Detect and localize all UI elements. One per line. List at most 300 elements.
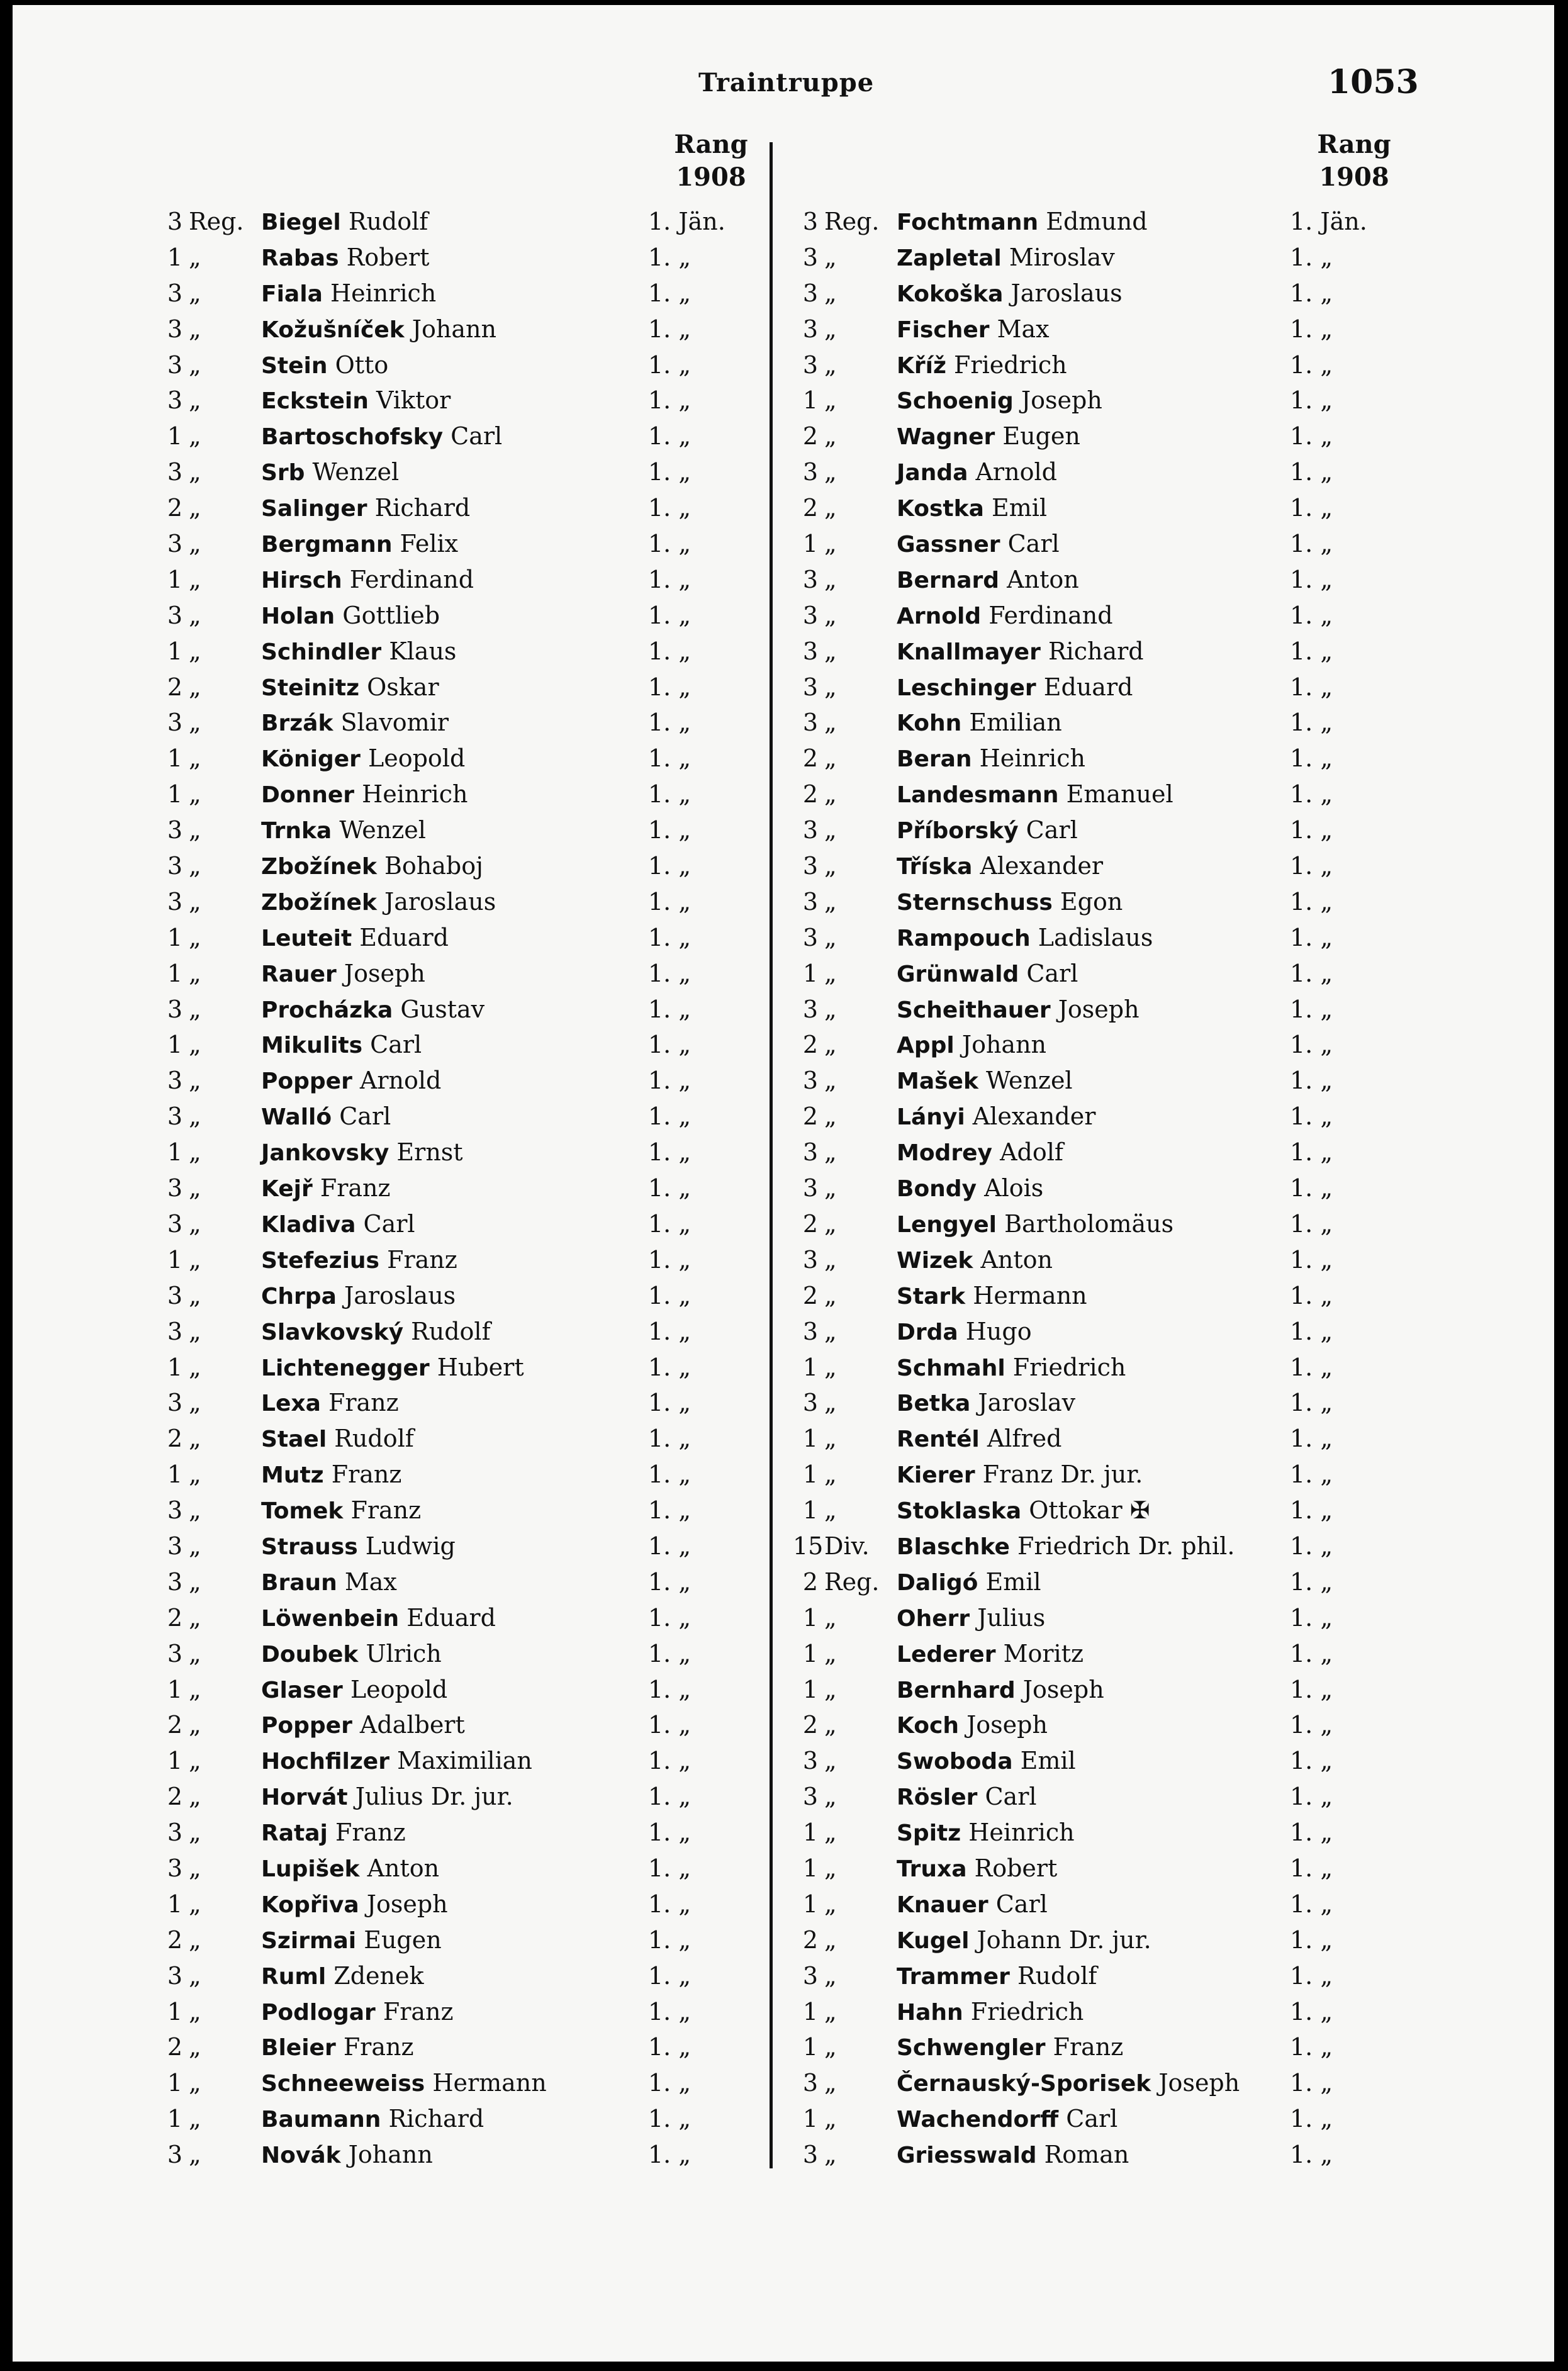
rank-date: 1. „ bbox=[1290, 1389, 1333, 1417]
unit-label: „ bbox=[189, 350, 201, 379]
rank-date: 1. „ bbox=[648, 565, 692, 593]
regiment-number: 3 bbox=[167, 1281, 182, 1309]
left-list-item bbox=[157, 1707, 893, 1743]
person-name bbox=[897, 848, 1103, 885]
right-list-item bbox=[793, 1779, 1529, 1815]
regiment-number: 2 bbox=[802, 1281, 818, 1309]
unit-label: „ bbox=[189, 1819, 201, 1847]
unit-label: „ bbox=[824, 887, 837, 916]
regiment-number: 1 bbox=[802, 1425, 818, 1453]
given-name: Anton bbox=[367, 1854, 440, 1882]
regiment-number: 3 bbox=[167, 530, 182, 558]
unit-label: „ bbox=[824, 1854, 837, 1882]
rank-date: 1. „ bbox=[1290, 995, 1333, 1023]
surname: Kostka bbox=[897, 496, 984, 522]
unit-label: Reg. bbox=[824, 208, 880, 235]
regiment-number: 2 bbox=[802, 780, 818, 809]
given-name: Eugen bbox=[364, 1925, 442, 1954]
rank-date: 1. „ bbox=[1290, 887, 1333, 916]
given-name: Franz bbox=[331, 1460, 402, 1489]
regiment-number: 3 bbox=[167, 279, 182, 307]
regiment-number: 3 bbox=[802, 1783, 818, 1811]
rank-date: 1. „ bbox=[648, 422, 692, 451]
left-list-item bbox=[157, 1206, 893, 1242]
surname: Zbožínek bbox=[261, 854, 377, 880]
unit-label: „ bbox=[189, 1925, 201, 1954]
unit-label: „ bbox=[189, 601, 201, 629]
rank-date: 1. „ bbox=[1290, 458, 1333, 486]
person-name bbox=[897, 1099, 1095, 1136]
rank-date: 1. „ bbox=[1290, 422, 1333, 451]
unit-label: „ bbox=[189, 1783, 201, 1811]
right-list-item bbox=[793, 1457, 1529, 1493]
given-name: Eduard bbox=[359, 923, 449, 951]
given-name: Alfred bbox=[987, 1425, 1062, 1453]
right-list-item bbox=[793, 1886, 1529, 1922]
right-list-item bbox=[793, 1958, 1529, 1994]
regiment-number: 1 bbox=[167, 1031, 182, 1059]
given-name: Ladislaus bbox=[1038, 923, 1153, 951]
rank-date: 1. „ bbox=[648, 2033, 692, 2061]
rank-date: 1. „ bbox=[648, 1567, 692, 1596]
surname: Schoenig bbox=[897, 388, 1014, 415]
given-name: Johann bbox=[961, 1031, 1047, 1059]
unit-label: „ bbox=[824, 1747, 837, 1775]
rank-date: 1. „ bbox=[1290, 565, 1333, 593]
unit-label: „ bbox=[189, 1317, 201, 1345]
surname: Modrey bbox=[897, 1140, 992, 1167]
right-list-item bbox=[793, 311, 1529, 347]
regiment-number: 3 bbox=[167, 1532, 182, 1560]
regiment-number: 3 bbox=[802, 565, 818, 593]
unit-label: Reg. bbox=[824, 1567, 880, 1596]
regiment-number: 3 bbox=[802, 1138, 818, 1167]
unit-label: Div. bbox=[824, 1532, 870, 1560]
regiment-number: 3 bbox=[167, 601, 182, 629]
left-list-item bbox=[157, 1564, 893, 1600]
regiment-number: 3 bbox=[802, 1747, 818, 1775]
given-name: Eduard bbox=[1043, 673, 1133, 701]
right-list-item bbox=[793, 776, 1529, 812]
person-name bbox=[897, 992, 1140, 1029]
person-name bbox=[261, 347, 388, 384]
rank-date: 1. „ bbox=[648, 1711, 692, 1739]
unit-label: „ bbox=[189, 1854, 201, 1882]
given-name: Maximilian bbox=[397, 1747, 532, 1775]
rank-date: 1. „ bbox=[1290, 1353, 1333, 1381]
regiment-number: 3 bbox=[802, 923, 818, 951]
given-name: Eugen bbox=[1002, 422, 1080, 451]
right-list-item bbox=[793, 1206, 1529, 1242]
left-list-item bbox=[157, 670, 893, 705]
given-name: Bohaboj bbox=[384, 852, 483, 880]
unit-label: „ bbox=[824, 1138, 837, 1167]
unit-label: „ bbox=[189, 1460, 201, 1489]
given-name: Ludwig bbox=[365, 1532, 456, 1560]
rank-date: 1. „ bbox=[648, 959, 692, 987]
given-name: Emilian bbox=[969, 709, 1062, 737]
person-name bbox=[261, 1600, 496, 1637]
given-name: Slavomir bbox=[340, 709, 449, 737]
regiment-number: 3 bbox=[802, 1067, 818, 1095]
regiment-number: 2 bbox=[167, 1925, 182, 1954]
surname: Jankovsky bbox=[261, 1140, 389, 1167]
regiment-number: 1 bbox=[167, 780, 182, 809]
left-list-item bbox=[157, 956, 893, 992]
unit-label: „ bbox=[189, 995, 201, 1023]
unit-label: „ bbox=[824, 1425, 837, 1453]
surname: Hahn bbox=[897, 1999, 963, 2026]
given-name: Zdenek bbox=[333, 1961, 424, 1990]
rank-date: 1. „ bbox=[1290, 530, 1333, 558]
regiment-number: 1 bbox=[167, 637, 182, 665]
rank-date: 1. „ bbox=[1290, 816, 1333, 844]
surname: Leuteit bbox=[261, 925, 352, 951]
regiment-number: 2 bbox=[167, 673, 182, 701]
regiment-number: 2 bbox=[802, 1711, 818, 1739]
person-name bbox=[261, 1564, 397, 1601]
left-list-item bbox=[157, 562, 893, 598]
right-list-item bbox=[793, 1421, 1529, 1457]
given-name: Jaroslaus bbox=[344, 1281, 456, 1309]
person-name bbox=[897, 2029, 1123, 2066]
unit-label: „ bbox=[824, 2033, 837, 2061]
left-list-item bbox=[157, 1958, 893, 1994]
person-name bbox=[261, 670, 439, 707]
left-list-item bbox=[157, 920, 893, 956]
given-name: Franz bbox=[335, 1819, 406, 1847]
surname: Königer bbox=[261, 746, 361, 773]
rank-date: 1. „ bbox=[1290, 1031, 1333, 1059]
given-name: Franz bbox=[1053, 2033, 1124, 2061]
surname: Ruml bbox=[261, 1963, 327, 1990]
person-name bbox=[261, 1135, 463, 1172]
page-number: 1053 bbox=[1328, 63, 1419, 101]
rank-date: 1. „ bbox=[648, 1747, 692, 1775]
rank-date: 1. „ bbox=[1290, 673, 1333, 701]
unit-label: „ bbox=[189, 494, 201, 522]
right-list-item bbox=[793, 2029, 1529, 2065]
person-name bbox=[897, 1779, 1037, 1816]
unit-label: „ bbox=[189, 1425, 201, 1453]
rang-year-left: 1908 bbox=[676, 162, 746, 192]
given-name: Egon bbox=[1060, 887, 1123, 916]
given-name: Carl bbox=[339, 1102, 391, 1131]
surname: Lederer bbox=[897, 1641, 996, 1668]
person-name bbox=[261, 276, 436, 313]
given-name: Oskar bbox=[367, 673, 439, 701]
unit-label: „ bbox=[824, 1067, 837, 1095]
rank-date: 1. „ bbox=[648, 1031, 692, 1059]
left-list-item bbox=[157, 2065, 893, 2101]
rank-date: 1. „ bbox=[648, 852, 692, 880]
surname: Appl bbox=[897, 1033, 955, 1059]
given-name: Joseph bbox=[966, 1711, 1048, 1739]
left-list-item bbox=[157, 1886, 893, 1922]
given-name: Viktor bbox=[376, 386, 451, 415]
given-name: Wenzel bbox=[339, 816, 426, 844]
given-name: Friedrich bbox=[970, 1997, 1084, 2026]
person-name bbox=[897, 1958, 1097, 1995]
surname: Wachendorff bbox=[897, 2107, 1059, 2133]
person-name bbox=[261, 1278, 456, 1315]
person-name bbox=[261, 776, 468, 814]
person-name bbox=[897, 670, 1133, 707]
surname: Schmahl bbox=[897, 1355, 1005, 1381]
right-list-item bbox=[793, 454, 1529, 490]
left-list-item bbox=[157, 1063, 893, 1099]
given-name: Johann Dr. jur. bbox=[977, 1925, 1151, 1954]
rank-date: 1. „ bbox=[648, 1997, 692, 2026]
regiment-number: 1 bbox=[167, 1997, 182, 2026]
surname: Popper bbox=[261, 1068, 352, 1095]
person-name bbox=[261, 240, 429, 277]
right-list-item bbox=[793, 2137, 1529, 2173]
given-name: Rudolf bbox=[334, 1425, 414, 1453]
regiment-number: 3 bbox=[167, 1639, 182, 1668]
surname: Spitz bbox=[897, 1820, 961, 1847]
rank-date: 1. „ bbox=[1290, 1854, 1333, 1882]
surname: Mutz bbox=[261, 1462, 324, 1489]
rank-date: 1. „ bbox=[648, 386, 692, 415]
rank-date: 1. „ bbox=[648, 1067, 692, 1095]
rank-date: 1. „ bbox=[648, 1496, 692, 1525]
rank-date: 1. „ bbox=[1290, 315, 1333, 343]
surname: Daligó bbox=[897, 1569, 978, 1596]
unit-label: „ bbox=[824, 422, 837, 451]
left-list-item bbox=[157, 1421, 893, 1457]
right-list-item bbox=[793, 1278, 1529, 1314]
surname: Kokoška bbox=[897, 281, 1004, 307]
regiment-number: 1 bbox=[167, 959, 182, 987]
rank-date: 1. „ bbox=[1290, 1496, 1333, 1525]
surname: Schwengler bbox=[897, 2035, 1046, 2061]
left-column bbox=[157, 204, 893, 2173]
regiment-number: 3 bbox=[167, 995, 182, 1023]
rang-year-right: 1908 bbox=[1319, 162, 1389, 192]
rank-date: 1. „ bbox=[648, 1425, 692, 1453]
unit-label: „ bbox=[189, 565, 201, 593]
surname: Salinger bbox=[261, 496, 367, 522]
person-name bbox=[261, 741, 465, 778]
unit-label: „ bbox=[824, 852, 837, 880]
regiment-number: 1 bbox=[802, 959, 818, 987]
person-name bbox=[261, 2029, 414, 2066]
person-name bbox=[261, 1994, 454, 2031]
person-name bbox=[897, 2137, 1129, 2174]
surname: Braun bbox=[261, 1569, 337, 1596]
regiment-number: 3 bbox=[167, 1961, 182, 1990]
left-list-item bbox=[157, 1922, 893, 1958]
person-name bbox=[897, 1636, 1084, 1673]
given-name: Richard bbox=[1048, 637, 1144, 665]
right-list-item bbox=[793, 526, 1529, 562]
unit-label: „ bbox=[824, 279, 837, 307]
regiment-number: 1 bbox=[802, 530, 818, 558]
unit-label: „ bbox=[189, 315, 201, 343]
surname: Doubek bbox=[261, 1641, 359, 1668]
left-list-item bbox=[157, 526, 893, 562]
regiment-number: 1 bbox=[802, 1890, 818, 1918]
unit-label: „ bbox=[189, 673, 201, 701]
right-list-item bbox=[793, 1672, 1529, 1708]
unit-label: „ bbox=[189, 1281, 201, 1309]
regiment-number: 1 bbox=[802, 2105, 818, 2133]
given-name: Carl bbox=[1026, 816, 1078, 844]
regiment-number: 3 bbox=[802, 673, 818, 701]
unit-label: „ bbox=[189, 2141, 201, 2169]
rank-date: 1. „ bbox=[648, 494, 692, 522]
regiment-number: 1 bbox=[802, 1496, 818, 1525]
unit-label: „ bbox=[824, 2105, 837, 2133]
unit-label: „ bbox=[824, 1925, 837, 1954]
regiment-number: 3 bbox=[802, 279, 818, 307]
left-list-item bbox=[157, 1851, 893, 1886]
rank-date: 1. „ bbox=[648, 1389, 692, 1417]
rank-date: 1. „ bbox=[1290, 1925, 1333, 1954]
person-name bbox=[897, 920, 1153, 957]
regiment-number: 3 bbox=[802, 1174, 818, 1202]
surname: Rauer bbox=[261, 961, 337, 987]
rank-date: 1. „ bbox=[1290, 243, 1333, 271]
unit-label: „ bbox=[824, 1353, 837, 1381]
rank-date: 1. „ bbox=[648, 315, 692, 343]
given-name: Joseph bbox=[1022, 1675, 1104, 1703]
given-name: Johann bbox=[348, 2141, 433, 2169]
left-list-item bbox=[157, 276, 893, 311]
given-name: Emil bbox=[991, 494, 1048, 522]
person-name bbox=[261, 1851, 439, 1888]
rank-date: 1. „ bbox=[1290, 1317, 1333, 1345]
rank-date: 1. „ bbox=[648, 1353, 692, 1381]
surname: Rösler bbox=[897, 1785, 978, 1811]
unit-label: „ bbox=[824, 601, 837, 629]
regiment-number: 3 bbox=[167, 1102, 182, 1131]
given-name: Jaroslav bbox=[978, 1389, 1076, 1417]
left-list-item bbox=[157, 347, 893, 383]
person-name bbox=[261, 1170, 391, 1208]
person-name bbox=[897, 1600, 1045, 1637]
surname: Kugel bbox=[897, 1927, 970, 1954]
given-name: Joseph bbox=[1058, 995, 1140, 1023]
right-list-item bbox=[793, 1385, 1529, 1421]
unit-label: „ bbox=[824, 386, 837, 415]
rank-date: 1. „ bbox=[648, 673, 692, 701]
surname: Stefezius bbox=[261, 1247, 379, 1274]
right-list-item bbox=[793, 2065, 1529, 2101]
right-column bbox=[793, 204, 1529, 2173]
left-list-item bbox=[157, 1099, 893, 1135]
left-list-item bbox=[157, 1493, 893, 1528]
surname: Stoklaska bbox=[897, 1498, 1022, 1525]
regiment-number: 1 bbox=[802, 1997, 818, 2026]
right-list-item bbox=[793, 1493, 1529, 1528]
person-name bbox=[261, 705, 449, 742]
unit-label: „ bbox=[189, 1174, 201, 1202]
given-name: Moritz bbox=[1003, 1639, 1084, 1668]
regiment-number: 1 bbox=[802, 1353, 818, 1381]
person-name bbox=[897, 1314, 1032, 1351]
regiment-number: 2 bbox=[167, 494, 182, 522]
person-name bbox=[261, 1886, 448, 1924]
person-name bbox=[261, 418, 502, 456]
surname: Fischer bbox=[897, 317, 990, 343]
person-name bbox=[897, 1707, 1048, 1744]
regiment-number: 1 bbox=[167, 1747, 182, 1775]
surname: Bergmann bbox=[261, 532, 393, 558]
right-list-item bbox=[793, 598, 1529, 634]
right-list-item bbox=[793, 1922, 1529, 1958]
regiment-number: 3 bbox=[167, 350, 182, 379]
unit-label: „ bbox=[189, 1711, 201, 1739]
person-name bbox=[897, 1278, 1087, 1315]
regiment-number: 3 bbox=[802, 458, 818, 486]
regiment-number: 3 bbox=[167, 1174, 182, 1202]
person-name bbox=[897, 1493, 1150, 1530]
person-name bbox=[897, 1922, 1151, 1959]
unit-label: „ bbox=[189, 887, 201, 916]
person-name bbox=[897, 1242, 1053, 1279]
person-name bbox=[897, 454, 1057, 491]
unit-label: „ bbox=[824, 1174, 837, 1202]
rank-date: 1. „ bbox=[1290, 780, 1333, 809]
surname: Podlogar bbox=[261, 1999, 376, 2026]
given-name: Roman bbox=[1044, 2141, 1129, 2169]
left-list-item bbox=[157, 1994, 893, 2030]
regiment-number: 3 bbox=[802, 1317, 818, 1345]
regiment-number: 3 bbox=[802, 1245, 818, 1274]
person-name bbox=[261, 2101, 484, 2138]
unit-label: „ bbox=[824, 1890, 837, 1918]
rank-date: 1. „ bbox=[648, 923, 692, 951]
given-name: Carl bbox=[363, 1209, 415, 1238]
unit-label: „ bbox=[824, 1997, 837, 2026]
regiment-number: 2 bbox=[802, 494, 818, 522]
unit-label: „ bbox=[189, 1245, 201, 1274]
unit-label: „ bbox=[189, 386, 201, 415]
person-name bbox=[897, 776, 1173, 814]
regiment-number: 1 bbox=[802, 1819, 818, 1847]
given-name: Edmund bbox=[1046, 208, 1148, 235]
unit-label: „ bbox=[824, 1281, 837, 1309]
person-name bbox=[261, 848, 483, 885]
unit-label: „ bbox=[189, 1890, 201, 1918]
surname: Lupišek bbox=[261, 1856, 360, 1882]
unit-label: „ bbox=[824, 816, 837, 844]
surname: Bondy bbox=[897, 1176, 977, 1202]
given-name: Alexander bbox=[972, 1102, 1096, 1131]
person-name bbox=[261, 1350, 524, 1387]
given-name: Joseph bbox=[366, 1890, 448, 1918]
surname: Glaser bbox=[261, 1677, 343, 1703]
left-list-item bbox=[157, 1027, 893, 1063]
person-name bbox=[897, 634, 1144, 671]
given-name: Heinrich bbox=[330, 279, 437, 307]
given-name: Carl bbox=[370, 1031, 422, 1059]
surname: Beran bbox=[897, 746, 972, 773]
surname: Drda bbox=[897, 1319, 958, 1345]
regiment-number: 1 bbox=[167, 243, 182, 271]
person-name bbox=[897, 1421, 1061, 1458]
person-name bbox=[897, 526, 1060, 563]
left-list-item bbox=[157, 992, 893, 1028]
given-name: Franz Dr. jur. bbox=[982, 1460, 1143, 1489]
surname: Kierer bbox=[897, 1462, 975, 1489]
regiment-number: 3 bbox=[802, 1961, 818, 1990]
left-list-item bbox=[157, 240, 893, 276]
right-list-item bbox=[793, 812, 1529, 848]
right-list-item bbox=[793, 1242, 1529, 1278]
